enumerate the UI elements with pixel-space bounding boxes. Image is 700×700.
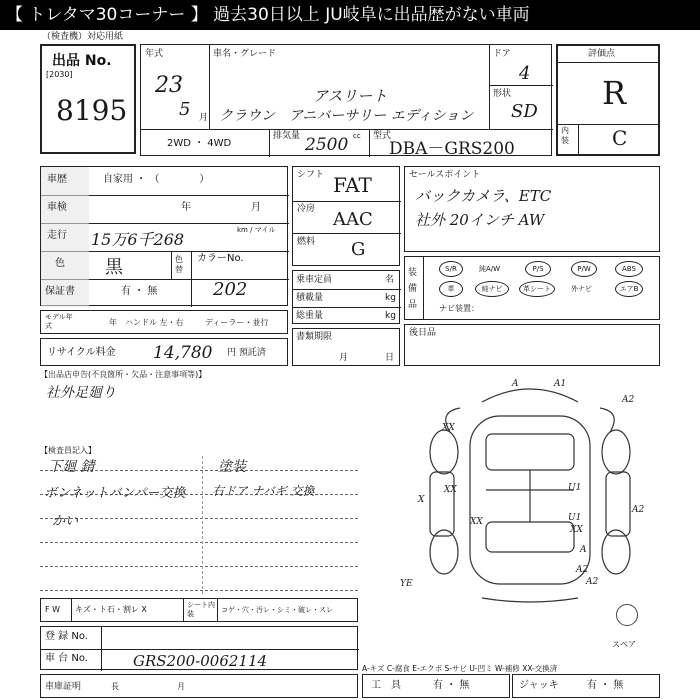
- door-label: ドア: [493, 49, 511, 59]
- mileage-value: 15万6千268: [91, 230, 185, 249]
- equip-abs: ABS: [615, 261, 643, 277]
- weight-label: 総重量: [296, 311, 324, 321]
- garage-cert-row: [40, 674, 358, 698]
- cc-unit: cc: [353, 132, 361, 140]
- equip-leather: 革: [439, 281, 463, 297]
- recycle-label: リサイクル料金: [47, 347, 116, 358]
- model-year-unit: 年: [109, 318, 117, 327]
- recycle-row: [40, 338, 288, 366]
- tools-value: 有 ・ 無: [433, 680, 470, 691]
- dmg-ye: YE: [400, 579, 413, 589]
- inspector-right1: 塗装: [218, 459, 246, 475]
- doc-day: 日: [385, 353, 395, 363]
- tools-box: [362, 674, 510, 698]
- shift-value: FAT: [333, 173, 372, 197]
- doc-box: [292, 328, 400, 366]
- inspector-line2: ボンネットバンパー交換: [44, 486, 186, 501]
- notes-label: 【出品店申告(不良箇所・欠品・注意事項等)】: [40, 370, 207, 379]
- cert-year: 長: [111, 682, 119, 691]
- inspector-line1: 下廻 錆: [48, 459, 95, 475]
- capacity-unit: 名: [385, 275, 395, 285]
- inspection-label: 車検: [47, 202, 67, 213]
- fuel-value: G: [351, 239, 366, 260]
- dealer-type: ディーラー・並行: [205, 318, 269, 327]
- year-label: 年式: [145, 49, 164, 59]
- post-label: 後日品: [409, 328, 437, 338]
- history-box: [40, 166, 288, 306]
- tools-label: 工 具: [371, 680, 401, 691]
- color-no-label: カラーNo.: [197, 253, 244, 264]
- legend-burn: コゲ・穴・汚レ・シミ・破レ・スレ: [221, 606, 333, 614]
- inspector-label: 【検査員記入】: [40, 446, 96, 455]
- model-year-label: モデル年式: [45, 313, 73, 330]
- jack-value: 有 ・ 無: [587, 680, 624, 691]
- dmg-rear-a2b: A2: [576, 565, 589, 575]
- spare-tire-icon: [616, 604, 638, 626]
- doc-month: 月: [339, 353, 349, 363]
- lot-number: 8195: [56, 94, 128, 127]
- handle-side: ハンドル 左・右: [125, 318, 184, 327]
- color-no-value: 202: [213, 279, 248, 300]
- weight-box: [292, 270, 400, 324]
- equip-pw: P/W: [571, 261, 597, 277]
- equip-airbag: エアB: [615, 281, 643, 297]
- capacity-label: 乗車定員: [296, 275, 333, 285]
- load-label: 積載量: [296, 293, 324, 303]
- month-suffix: 月: [199, 113, 209, 123]
- shape-value: SD: [511, 101, 538, 122]
- model-year-row: [40, 310, 288, 334]
- dmg-door-u1b: U1: [568, 513, 582, 523]
- recycle-suffix: 円 預託済: [227, 348, 266, 358]
- car-damage-diagram: [400, 372, 660, 608]
- shape-label: 形状: [493, 89, 512, 99]
- legend-scratch: キズ・ト石・割レ X: [75, 605, 147, 614]
- recycle-value: 14,780: [153, 343, 213, 363]
- color-value: 黒: [105, 257, 123, 278]
- sales-line1: バックカメラ、ETC: [415, 187, 552, 205]
- lot-label: 出品 No.: [52, 53, 112, 69]
- chassis-label: 車 台 No.: [45, 653, 88, 664]
- dmg-right-a2: A2: [632, 505, 645, 515]
- interior-label: 内装: [561, 126, 569, 145]
- reg-label: 登 録 No.: [45, 631, 88, 642]
- warranty-label: 保証書: [45, 286, 75, 297]
- mileage-label: 走行: [47, 230, 67, 241]
- equipment-label: 装備品: [408, 268, 418, 310]
- dmg-door-u1: U1: [568, 483, 582, 493]
- dmg-xx-3: XX: [470, 517, 483, 527]
- chassis-value: GRS200-0062114: [133, 652, 268, 670]
- dmg-rear-a2: A2: [586, 577, 599, 587]
- score-value: R: [602, 74, 627, 112]
- inspector-line3: かい: [52, 514, 79, 529]
- post-items-box: [404, 324, 660, 366]
- score-box: [556, 44, 660, 156]
- score-label: 評価点: [588, 49, 616, 59]
- vehicle-header: [140, 44, 552, 159]
- warranty-value: 有 ・ 無: [121, 286, 158, 297]
- sales-line2: 社外 20インチ AW: [415, 211, 545, 229]
- mileage-unit: km / マイル: [237, 226, 276, 234]
- small-code: [2030]: [46, 70, 73, 79]
- cert-label: 車庫証明: [45, 682, 82, 692]
- inspector-right2: 右ドア ナバギ 交換: [212, 484, 315, 498]
- weight-unit: kg: [385, 311, 396, 321]
- jack-box: [512, 674, 660, 698]
- equipment-box: [404, 256, 660, 320]
- inspection-year: 年: [181, 202, 191, 213]
- equip-sunroof: S/R: [439, 261, 463, 277]
- equip-ext-navi: 外ナビ: [571, 285, 592, 293]
- ac-label: 冷房: [297, 204, 316, 214]
- dmg-front-a1: A1: [554, 379, 567, 389]
- name-line1: アスリート: [313, 87, 388, 105]
- color-label: 色: [55, 258, 65, 269]
- sales-label: セールスポイント: [409, 170, 481, 180]
- navi-label: ナビ装置：: [439, 304, 479, 313]
- interior-value: C: [612, 126, 628, 150]
- equip-navi: 純ナビ: [475, 281, 509, 297]
- cert-month: 月: [177, 682, 185, 691]
- drive-options: 2WD ・ 4WD: [167, 138, 232, 149]
- jack-label: ジャッキ: [519, 680, 559, 691]
- dmg-top-a2: A2: [622, 395, 635, 405]
- door-value: 4: [519, 63, 531, 84]
- form-note: （検査機）対応用紙: [42, 32, 124, 42]
- lot-box: [40, 44, 136, 154]
- inspection-month: 月: [251, 202, 261, 213]
- model-value: DBA－GRS200: [389, 139, 515, 159]
- fuel-label: 燃料: [297, 237, 316, 247]
- damage-legend: A-キズ C-腐食 E-エクボ S-サビ U-凹ミ W-補修 XX-交換済: [362, 664, 558, 673]
- load-unit: kg: [385, 293, 396, 303]
- doc-label: 書類期限: [296, 332, 333, 342]
- equip-leather-seat: 革シート: [519, 281, 555, 297]
- dmg-front-a: A: [512, 379, 519, 389]
- legend-strip: [40, 598, 358, 622]
- displacement-value: 2500: [305, 135, 349, 155]
- name-line2: クラウン アニバーサリー エディション: [219, 108, 474, 124]
- sales-box: [404, 166, 660, 252]
- year-value: 23: [155, 73, 183, 98]
- registration-box: [40, 626, 358, 670]
- dmg-x: X: [418, 495, 425, 505]
- fw-label: F W: [45, 605, 61, 614]
- paint-label: 色替: [175, 255, 183, 274]
- seat-label: シート内装: [187, 601, 215, 618]
- displacement-label: 排気量: [273, 131, 301, 141]
- history-value: 自家用 ・ （ ）: [103, 174, 210, 185]
- spec-box: [292, 166, 400, 266]
- dmg-xx-1: XX: [442, 423, 455, 433]
- equip-alloy: 純A/W: [479, 265, 501, 273]
- dmg-xx-2: XX: [444, 485, 457, 495]
- notes-text: 社外足廻り: [46, 385, 116, 401]
- model-label: 型式: [373, 131, 392, 141]
- equip-ps: P/S: [525, 261, 551, 277]
- shift-label: シフト: [297, 170, 325, 180]
- ac-value: AAC: [333, 209, 373, 230]
- name-label: 車名・グレード: [213, 49, 277, 59]
- dmg-a: A: [580, 545, 587, 555]
- spare-label: スペア: [612, 640, 636, 649]
- page-banner: 【 トレタマ30コーナー 】 過去30日以上 JU岐阜に出品歴がない車両: [0, 0, 700, 30]
- history-label: 車歴: [47, 174, 67, 185]
- dmg-xx-4: XX: [570, 525, 583, 535]
- month-value: 5: [179, 99, 191, 120]
